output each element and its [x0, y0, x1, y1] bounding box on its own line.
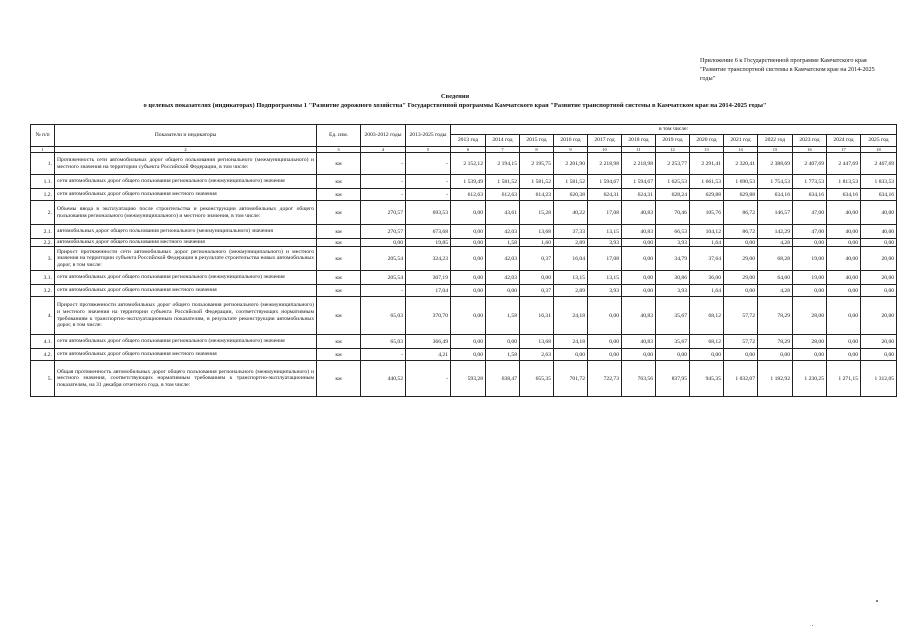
value-cell: 1 581,52: [486, 175, 520, 189]
table-row: [31, 175, 897, 189]
appendix-note: Приложение 6 к Государственной программе Камчатского края "Развитие транспортной системы в Камчатском крае на 2014-2025 годы": [700, 57, 875, 82]
value-cell: 40,00: [827, 201, 861, 225]
value-cell: 30,86: [656, 271, 690, 285]
header-period-2013-2025: 2013-2025 годы: [406, 125, 451, 147]
value-cell: 47,00: [793, 225, 827, 239]
value-cell: 0,00: [520, 271, 554, 285]
value-cell: 624,31: [622, 189, 656, 201]
value-cell: 1,58: [486, 239, 520, 247]
unit-cell: км: [317, 297, 361, 335]
header-no: № п/п: [31, 125, 55, 147]
value-cell: 0,00: [724, 285, 758, 297]
row-number: 3.: [31, 247, 55, 271]
value-cell: 0,00: [451, 285, 486, 297]
value-cell: 0,00: [827, 285, 861, 297]
header-year: 2013 год: [451, 135, 486, 147]
unit-cell: км: [317, 335, 361, 349]
value-cell: 2 447,69: [827, 153, 861, 175]
value-cell: 64,00: [758, 271, 793, 285]
header-year: 2020 год: [690, 135, 724, 147]
value-cell: 324,23: [406, 247, 451, 271]
value-cell: 2 320,41: [724, 153, 758, 175]
column-index: 16: [793, 147, 827, 153]
value-cell: 0,00: [451, 297, 486, 335]
row-number: 3.2.: [31, 285, 55, 297]
value-cell: -: [406, 361, 451, 397]
value-cell: 146,57: [758, 201, 793, 225]
value-cell: 307,19: [406, 271, 451, 285]
value-cell: 15,28: [520, 201, 554, 225]
value-cell: 40,22: [554, 201, 588, 225]
value-cell: -: [361, 189, 406, 201]
value-cell: 0,00: [588, 335, 622, 349]
value-cell: 1 032,07: [724, 361, 758, 397]
unit-cell: км: [317, 153, 361, 175]
value-cell: 4,28: [758, 285, 793, 297]
value-cell: 24,18: [554, 297, 588, 335]
table-row: [31, 271, 897, 285]
unit-cell: км: [317, 285, 361, 297]
row-number: 4.2.: [31, 349, 55, 361]
value-cell: 68,28: [758, 247, 793, 271]
value-cell: 2 218,98: [588, 153, 622, 175]
value-cell: 0,00: [451, 239, 486, 247]
value-cell: 2 467,69: [861, 153, 897, 175]
value-cell: 0,00: [451, 349, 486, 361]
value-cell: 0,00: [827, 335, 861, 349]
value-cell: 1 182,92: [758, 361, 793, 397]
row-number: 5.: [31, 361, 55, 397]
value-cell: 629,88: [690, 189, 724, 201]
value-cell: 1 581,52: [520, 175, 554, 189]
header-year: 2022 год: [758, 135, 793, 147]
title-heading: Сведения: [440, 93, 470, 100]
value-cell: 0,00: [451, 271, 486, 285]
value-cell: 4,28: [758, 239, 793, 247]
value-cell: 42,03: [486, 225, 520, 239]
indicator-name: сети автомобильных дорог общего пользования местного значения: [55, 189, 317, 201]
value-cell: 1 581,52: [554, 175, 588, 189]
value-cell: 47,00: [793, 201, 827, 225]
column-index: 17: [827, 147, 861, 153]
column-index: 7: [486, 147, 520, 153]
value-cell: 0,00: [827, 297, 861, 335]
value-cell: 142,29: [758, 225, 793, 239]
value-cell: 612,63: [451, 189, 486, 201]
value-cell: 40,83: [622, 335, 656, 349]
value-cell: 0,00: [486, 335, 520, 349]
value-cell: 34,79: [656, 247, 690, 271]
unit-cell: км: [317, 247, 361, 271]
value-cell: 70,46: [656, 201, 690, 225]
value-cell: 2 388,69: [758, 153, 793, 175]
value-cell: 2 195,75: [520, 153, 554, 175]
row-number: 1.: [31, 153, 55, 175]
value-cell: 3,93: [588, 285, 622, 297]
value-cell: 1 594,67: [588, 175, 622, 189]
value-cell: 78,29: [758, 335, 793, 349]
column-index: 8: [520, 147, 554, 153]
value-cell: 722,73: [588, 361, 622, 397]
value-cell: 17,04: [406, 285, 451, 297]
value-cell: 1 312,05: [861, 361, 897, 397]
value-cell: 42,03: [486, 271, 520, 285]
value-cell: 0,00: [622, 271, 656, 285]
value-cell: 0,00: [861, 285, 897, 297]
header-year: 2019 год: [656, 135, 690, 147]
value-cell: 86,72: [724, 201, 758, 225]
column-index: 13: [690, 147, 724, 153]
value-cell: 3,93: [656, 285, 690, 297]
value-cell: 270,57: [361, 225, 406, 239]
column-index: 1: [31, 147, 55, 153]
indicator-name: автомобильных дорог общего пользования местного значения: [55, 239, 317, 247]
value-cell: 0,00: [793, 285, 827, 297]
value-cell: 37,64: [690, 247, 724, 271]
value-cell: -: [361, 175, 406, 189]
value-cell: 1 754,53: [758, 175, 793, 189]
indicator-name: сети автомобильных дорог общего пользования местного значения: [55, 349, 317, 361]
header-year: 2018 год: [622, 135, 656, 147]
column-index: 12: [656, 147, 690, 153]
value-cell: 1,60: [520, 239, 554, 247]
value-cell: 0,00: [622, 349, 656, 361]
value-cell: 1 271,15: [827, 361, 861, 397]
indicator-name: Протяженность сети автомобильных дорог общего пользования регионального (межмуниципального) и местного значения на территории субъекта Российской Федерации, в том числе:: [55, 153, 317, 175]
table-row: [31, 285, 897, 297]
value-cell: 0,00: [622, 247, 656, 271]
value-cell: 634,16: [827, 189, 861, 201]
value-cell: 1 661,53: [690, 175, 724, 189]
table-row: [31, 247, 897, 271]
value-cell: 68,12: [690, 335, 724, 349]
value-cell: 614,23: [520, 189, 554, 201]
value-cell: 1 773,53: [793, 175, 827, 189]
unit-cell: км: [317, 225, 361, 239]
value-cell: 0,00: [793, 349, 827, 361]
value-cell: 0,00: [758, 349, 793, 361]
value-cell: 4,21: [406, 349, 451, 361]
value-cell: 0,00: [827, 239, 861, 247]
unit-cell: км: [317, 189, 361, 201]
header-name: Показатели и индикаторы: [55, 125, 317, 147]
value-cell: 634,16: [793, 189, 827, 201]
value-cell: 0,00: [554, 349, 588, 361]
column-index: 5: [406, 147, 451, 153]
table-row: [31, 201, 897, 225]
value-cell: 17,08: [588, 247, 622, 271]
value-cell: 0,00: [793, 239, 827, 247]
value-cell: 2,89: [554, 285, 588, 297]
value-cell: 1 625,53: [656, 175, 690, 189]
value-cell: 0,00: [690, 349, 724, 361]
value-cell: 1 833,53: [861, 175, 897, 189]
value-cell: 2 407,69: [793, 153, 827, 175]
value-cell: 19,85: [406, 239, 451, 247]
value-cell: 35,67: [656, 297, 690, 335]
column-index: 3: [317, 147, 361, 153]
value-cell: 2 253,77: [656, 153, 690, 175]
value-cell: 0,00: [861, 349, 897, 361]
value-cell: 20,00: [861, 271, 897, 285]
value-cell: -: [361, 285, 406, 297]
unit-cell: км: [317, 271, 361, 285]
table-row: [31, 297, 897, 335]
column-index: 10: [588, 147, 622, 153]
column-index: 6: [451, 147, 486, 153]
value-cell: 0,00: [622, 285, 656, 297]
row-number: 2.: [31, 201, 55, 225]
value-cell: 1 539,49: [451, 175, 486, 189]
value-cell: 0,37: [520, 285, 554, 297]
header-year: 2023 год: [793, 135, 827, 147]
table-row: [31, 349, 897, 361]
value-cell: 0,00: [451, 247, 486, 271]
table-row: [31, 225, 897, 239]
value-cell: 1,58: [486, 297, 520, 335]
value-cell: 1,64: [690, 239, 724, 247]
value-cell: 16,04: [554, 247, 588, 271]
value-cell: 0,00: [451, 335, 486, 349]
value-cell: 0,00: [588, 297, 622, 335]
table-row: [31, 153, 897, 175]
value-cell: 620,38: [554, 189, 588, 201]
value-cell: 104,12: [690, 225, 724, 239]
value-cell: 3,93: [656, 239, 690, 247]
value-cell: 205,54: [361, 271, 406, 285]
scan-speck: [812, 625, 813, 626]
value-cell: 0,00: [656, 349, 690, 361]
value-cell: 0,00: [361, 239, 406, 247]
value-cell: 1,58: [486, 349, 520, 361]
header-year: 2024 год: [827, 135, 861, 147]
value-cell: 2 218,98: [622, 153, 656, 175]
value-cell: 35,67: [656, 335, 690, 349]
value-cell: 270,57: [361, 201, 406, 225]
value-cell: 763,56: [622, 361, 656, 397]
value-cell: 370,70: [406, 297, 451, 335]
column-index: 18: [861, 147, 897, 153]
value-cell: 634,16: [861, 189, 897, 201]
value-cell: 0,00: [861, 239, 897, 247]
column-index: 14: [724, 147, 758, 153]
value-cell: 20,00: [861, 297, 897, 335]
indicator-name: Общая протяженность автомобильных дорог общего пользования регионального (межмуниципального) и местного значения, соответствующих нормативным требованиям к транспортно-эксплуатационным показателям, на 31 декабря отчетного года, в том числе:: [55, 361, 317, 397]
value-cell: 29,00: [724, 271, 758, 285]
row-number: 4.1.: [31, 335, 55, 349]
header-period-2003-2012: 2003-2012 годы: [361, 125, 406, 147]
indicator-name: Прирост протяженности автомобильных дорог общего пользования регионального (межмуниципального) и местного значения на территории субъекта Российской Федерации, соответствующих нормативным требованиям к транспортно-эксплуатационным показателям, в результате реконструкции автомобильных дорог, в том числе:: [55, 297, 317, 335]
header-unit: Ед. изм.: [317, 125, 361, 147]
value-cell: 701,72: [554, 361, 588, 397]
value-cell: 24,18: [554, 335, 588, 349]
value-cell: 593,28: [451, 361, 486, 397]
row-number: 2.2.: [31, 239, 55, 247]
title-subheading: о целевых показателях (индикаторах) Подпрограммы 1 "Развитие дорожного хозяйства" Государственной программы Камчатского края "Развитие транспортной системы в Камчатском крае на 2014-2025 годы": [143, 102, 767, 109]
value-cell: 629,88: [724, 189, 758, 201]
row-number: 2.1.: [31, 225, 55, 239]
unit-cell: км: [317, 201, 361, 225]
value-cell: 1,64: [690, 285, 724, 297]
column-index: 9: [554, 147, 588, 153]
value-cell: 78,29: [758, 297, 793, 335]
indicator-name: сети автомобильных дорог общего пользования регионального (межмуниципального) значения: [55, 335, 317, 349]
row-number: 1.2.: [31, 189, 55, 201]
table-row: [31, 189, 897, 201]
unit-cell: км: [317, 175, 361, 189]
indicator-name: сети автомобильных дорог общего пользования местного значения: [55, 285, 317, 297]
value-cell: 1 813,53: [827, 175, 861, 189]
value-cell: 634,16: [758, 189, 793, 201]
value-cell: 13,15: [588, 225, 622, 239]
value-cell: 3,93: [588, 239, 622, 247]
row-number: 1.1.: [31, 175, 55, 189]
value-cell: 366,49: [406, 335, 451, 349]
value-cell: -: [406, 153, 451, 175]
column-index: 11: [622, 147, 656, 153]
value-cell: 65,03: [361, 297, 406, 335]
header-year: 2025 год: [861, 135, 897, 147]
value-cell: -: [361, 349, 406, 361]
value-cell: 612,63: [486, 189, 520, 201]
value-cell: 0,00: [622, 239, 656, 247]
value-cell: 673,68: [406, 225, 451, 239]
column-index: 4: [361, 147, 406, 153]
unit-cell: км: [317, 239, 361, 247]
table-row: [31, 361, 897, 397]
indicator-name: Прирост протяженности сети автомобильных дорог регионального (межмуниципального) и местного значения на территории субъекта Российской Федерации в результате строительства новых автомобильных дорог, в том числе:: [55, 247, 317, 271]
value-cell: 1 594,67: [622, 175, 656, 189]
value-cell: 13,68: [520, 225, 554, 239]
value-cell: 2 291,41: [690, 153, 724, 175]
value-cell: -: [406, 189, 451, 201]
value-cell: 1 690,53: [724, 175, 758, 189]
header-year: 2015 год: [520, 135, 554, 147]
value-cell: 65,03: [361, 335, 406, 349]
row-number: 3.1.: [31, 271, 55, 285]
table-row: [31, 335, 897, 349]
value-cell: 0,37: [520, 247, 554, 271]
value-cell: 440,52: [361, 361, 406, 397]
value-cell: 40,00: [827, 271, 861, 285]
value-cell: 28,00: [793, 335, 827, 349]
value-cell: -: [406, 175, 451, 189]
value-cell: 693,53: [406, 201, 451, 225]
value-cell: 40,83: [622, 297, 656, 335]
value-cell: 36,00: [690, 271, 724, 285]
value-cell: 17,08: [588, 201, 622, 225]
value-cell: 2 201,90: [554, 153, 588, 175]
unit-cell: км: [317, 361, 361, 397]
value-cell: 29,00: [724, 247, 758, 271]
value-cell: 2 152,12: [451, 153, 486, 175]
scan-speck: [876, 600, 878, 602]
value-cell: 19,00: [793, 271, 827, 285]
value-cell: 837,95: [656, 361, 690, 397]
value-cell: 20,00: [861, 335, 897, 349]
value-cell: 86,72: [724, 225, 758, 239]
indicator-name: автомобильных дорог общего пользования регионального (межмуниципального) значения: [55, 225, 317, 239]
indicators-table: [30, 124, 897, 397]
value-cell: 40,00: [861, 225, 897, 239]
value-cell: 0,00: [486, 285, 520, 297]
value-cell: 68,12: [690, 297, 724, 335]
header-year: 2016 год: [554, 135, 588, 147]
header-year: 2014 год: [486, 135, 520, 147]
value-cell: 43,61: [486, 201, 520, 225]
value-cell: 66,53: [656, 225, 690, 239]
value-cell: 945,35: [690, 361, 724, 397]
value-cell: 42,03: [486, 247, 520, 271]
value-cell: 0,00: [724, 239, 758, 247]
value-cell: 0,00: [827, 349, 861, 361]
value-cell: 628,24: [656, 189, 690, 201]
value-cell: 40,00: [827, 247, 861, 271]
value-cell: 1 230,25: [793, 361, 827, 397]
value-cell: 13,68: [520, 335, 554, 349]
value-cell: 19,00: [793, 247, 827, 271]
value-cell: 40,00: [827, 225, 861, 239]
indicator-name: сети автомобильных дорог общего пользования регионального (межмуниципального) значения: [55, 271, 317, 285]
value-cell: 20,00: [861, 247, 897, 271]
value-cell: 40,83: [622, 201, 656, 225]
table-row: [31, 239, 897, 247]
column-index: 15: [758, 147, 793, 153]
row-number: 4.: [31, 297, 55, 335]
value-cell: 57,72: [724, 297, 758, 335]
column-index: 2: [55, 147, 317, 153]
value-cell: 205,54: [361, 247, 406, 271]
value-cell: 105,76: [690, 201, 724, 225]
value-cell: 2,63: [520, 349, 554, 361]
value-cell: 13,15: [554, 271, 588, 285]
value-cell: 2 194,15: [486, 153, 520, 175]
value-cell: 0,00: [451, 225, 486, 239]
value-cell: 40,00: [861, 201, 897, 225]
value-cell: 0,00: [451, 201, 486, 225]
value-cell: 655,35: [520, 361, 554, 397]
value-cell: 37,33: [554, 225, 588, 239]
value-cell: 2,89: [554, 239, 588, 247]
document-title: [30, 92, 880, 110]
value-cell: 624,31: [588, 189, 622, 201]
header-year: 2017 год: [588, 135, 622, 147]
indicator-name: Объемы ввода в эксплуатацию после строительства и реконструкции автомобильных дорог общего пользования регионального (межмуниципального) и местного значения, в том числе:: [55, 201, 317, 225]
value-cell: 40,83: [622, 225, 656, 239]
value-cell: 0,00: [588, 349, 622, 361]
value-cell: 13,15: [588, 271, 622, 285]
value-cell: 28,00: [793, 297, 827, 335]
value-cell: 57,72: [724, 335, 758, 349]
indicator-name: сети автомобильных дорог общего пользования регионального (межмуниципального) значения: [55, 175, 317, 189]
unit-cell: км: [317, 349, 361, 361]
value-cell: 638,47: [486, 361, 520, 397]
header-including: в том числе:: [451, 125, 897, 135]
value-cell: -: [361, 153, 406, 175]
value-cell: 0,00: [724, 349, 758, 361]
value-cell: 16,31: [520, 297, 554, 335]
header-year: 2021 год: [724, 135, 758, 147]
